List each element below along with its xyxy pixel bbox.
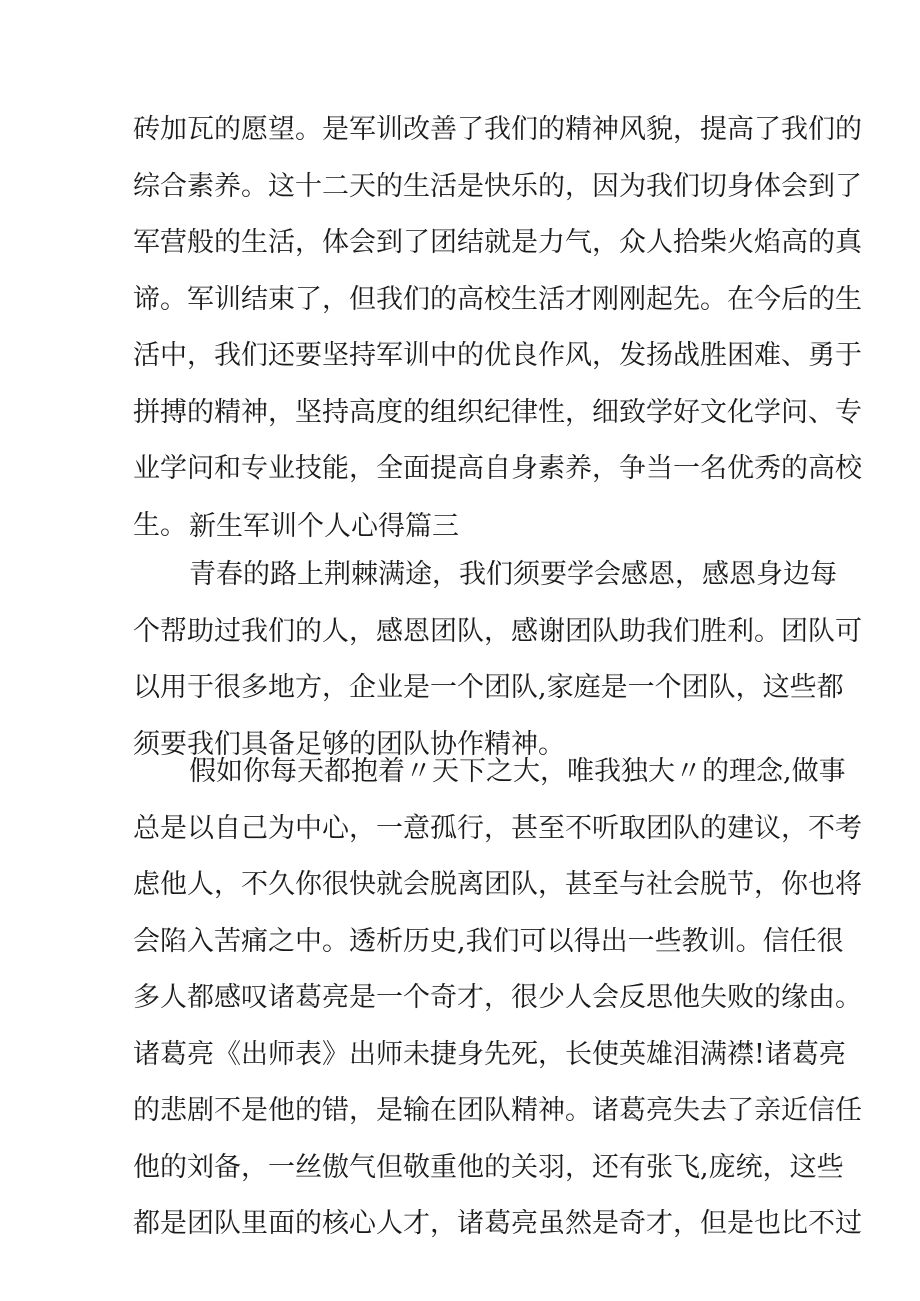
text-line: 都是团队里面的核心人才，诸葛亮虽然是奇才，但是也比不过: [133, 1208, 862, 1239]
paragraph-3: [133, 744, 862, 1253]
text-line: 的悲剧不是他的错，是输在团队精神。诸葛亮失去了亲近信任: [133, 1095, 862, 1126]
text-line: 总是以自己为中心，一意孤行，甚至不听取团队的建议，不考: [133, 812, 862, 844]
text-line: 生。: [133, 509, 187, 541]
text-line: 多人都感叹诸葛亮是一个奇才，很少人会反思他失败的缘由。: [133, 982, 862, 1013]
text-line: 他的刘备，一丝傲气但敬重他的关羽，还有张飞,庞统，这些: [133, 1151, 844, 1183]
text-line: 青春的路上荆棘满途，我们须要学会感恩，感恩身边每: [189, 559, 837, 590]
text-line: 砖加瓦的愿望。是军训改善了我们的精神风貌，提高了我们的: [133, 114, 862, 145]
text-line: 军营般的生活，体会到了团结就是力气，众人拾柴火焰高的真: [133, 227, 862, 258]
text-line: 假如你每天都抱着〃天下之大，唯我独大〃的理念,做事: [189, 756, 846, 787]
text-line: 会陷入苦痛之中。透析历史,我们可以得出一些教训。信任很: [133, 925, 844, 957]
section-heading: 新生军训个人心得篇三: [189, 511, 459, 542]
text-line: 个帮助过我们的人，感恩团队，感谢团队助我们胜利。团队可: [133, 615, 862, 647]
text-line: 活中，我们还要坚持军训中的优良作风，发扬战胜困难、勇于: [133, 340, 862, 371]
paragraph-2: [133, 547, 862, 773]
text-line: 诸葛亮《出师表》出师未捷身先死，长使英雄泪满襟!诸葛亮: [133, 1038, 846, 1070]
text-line: 以用于很多地方，企业是一个团队,家庭是一个团队，这些都: [133, 672, 844, 703]
text-line: 综合素养。这十二天的生活是快乐的，因为我们切身体会到了: [133, 170, 862, 202]
text-line: 谛。军训结束了，但我们的高校生活才刚刚起先。在今后的生: [133, 283, 862, 315]
paragraph-1: [133, 102, 862, 554]
text-line: 业学问和专业技能，全面提高自身素养，争当一名优秀的高校: [133, 453, 862, 484]
text-line: 拼搏的精神，坚持高度的组织纪律性，细致学好文化学问、专: [133, 396, 862, 428]
text-line: 须要我们具备足够的团队协作精神。: [133, 728, 565, 760]
text-line: 虑他人，不久你很快就会脱离团队，甚至与社会脱节，你也将: [133, 869, 862, 900]
